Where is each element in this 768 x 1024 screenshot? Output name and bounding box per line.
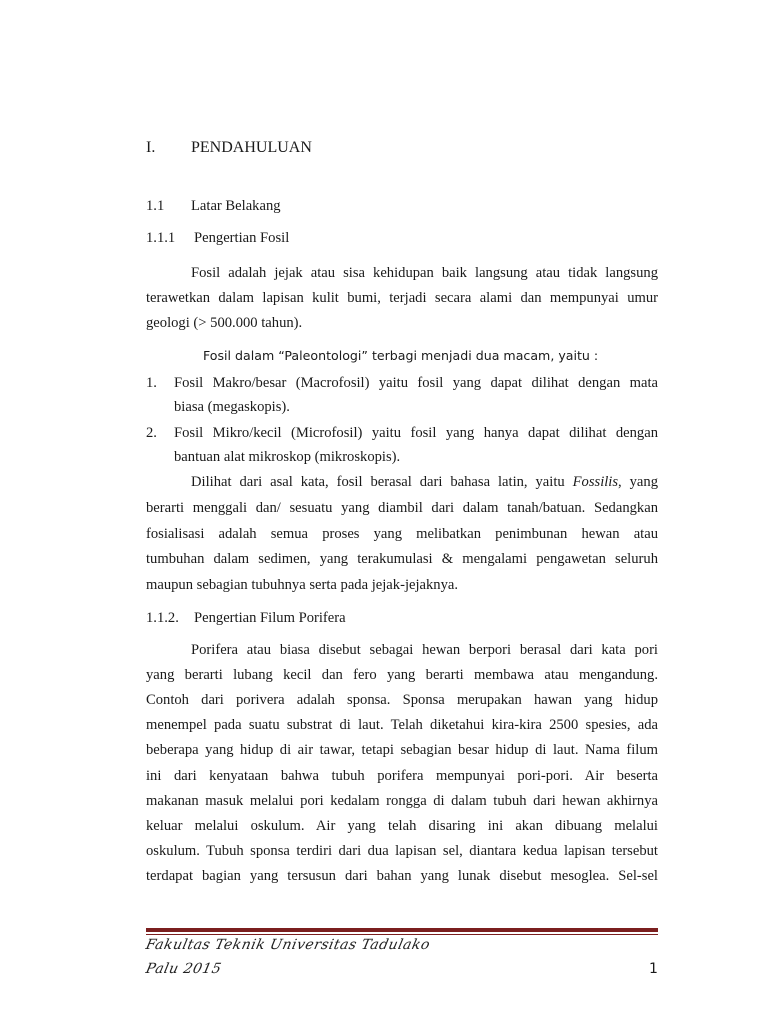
paragraph-line: berarti menggali dan/ sesuatu yang diambil dari dalam tanah/batuan. Sedangkan bbox=[146, 500, 658, 516]
paragraph-line: makanan masuk melalui pori kedalam rongga di dalam tubuh dari hewan akhirnya bbox=[146, 793, 658, 809]
paragraph-line: fosialisasi adalah semua proses yang melibatkan penimbunan hewan atau bbox=[146, 526, 658, 542]
chapter-title: PENDAHULUAN bbox=[191, 139, 312, 156]
subsection-number: 1.1.2. bbox=[146, 610, 179, 626]
subsection-title: Pengertian Fosil bbox=[194, 230, 290, 246]
section-title: Latar Belakang bbox=[191, 198, 281, 214]
footer-faculty: Fakultas Teknik Universitas Tadulako bbox=[144, 937, 432, 953]
paragraph-line: Contoh dari porivera adalah sponsa. Sponsa merupakan hawan yang hidup bbox=[146, 692, 658, 708]
paragraph-line: beberapa yang hidup di air tawar, tetapi sebagian besar hidup di laut. Nama filum bbox=[146, 742, 658, 758]
text-span: Dilihat dari asal kata, fosil berasal dari bahasa latin, yaitu bbox=[191, 474, 573, 490]
paragraph-line: maupun sebagian tubuhnya serta pada jejak-jejaknya. bbox=[146, 577, 459, 593]
paragraph-line: keluar melalui oskulum. Air yang telah disaring ini akan dibuang melalui bbox=[146, 818, 658, 834]
list-number: 2. bbox=[146, 425, 157, 441]
section-number: 1.1 bbox=[146, 198, 165, 214]
list-item: Fosil Mikro/kecil (Microfosil) yaitu fosil yang hanya dapat dilihat dengan bbox=[174, 425, 658, 441]
paragraph-line: geologi (> 500.000 tahun). bbox=[146, 315, 303, 331]
paragraph-line bbox=[191, 473, 658, 491]
paragraph-line: ini dari kenyataan bahwa tubuh porifera mempunyai pori-pori. Air beserta bbox=[146, 768, 658, 784]
list-number: 1. bbox=[146, 375, 157, 391]
chapter-number: I. bbox=[146, 139, 156, 156]
paragraph-line: Fosil adalah jejak atau sisa kehidupan baik langsung atau tidak langsung bbox=[191, 265, 658, 281]
italic-term: Fossilis bbox=[572, 474, 619, 490]
paragraph-line: menempel pada suatu substrat di laut. Telah diketahui kira-kira 2500 spesies, ada bbox=[146, 717, 658, 733]
paragraph-line: Porifera atau biasa disebut sebagai hewan berpori berasal dari kata pori bbox=[191, 642, 658, 658]
fossil-types-intro: Fosil dalam “Paleontologi” terbagi menjadi dua macam, yaitu : bbox=[203, 348, 599, 363]
list-item: biasa (megaskopis). bbox=[174, 399, 290, 415]
paragraph-line: tumbuhan dalam sedimen, yang terakumulasi & mengalami pengawetan seluruh bbox=[146, 551, 658, 567]
paragraph-line: oskulum. Tubuh sponsa terdiri dari dua lapisan sel, diantara kedua lapisan tersebut bbox=[146, 843, 658, 859]
page-number: 1 bbox=[649, 961, 658, 977]
footer-city-year: Palu 2015 bbox=[144, 961, 223, 977]
footer-rule bbox=[146, 928, 658, 932]
paragraph-line: terawetkan dalam lapisan kulit bumi, terjadi secara alami dan mempunyai umur bbox=[146, 290, 658, 306]
text-span: , yang bbox=[618, 474, 658, 490]
paragraph-line: yang berarti lubang kecil dan fero yang berarti membawa atau mengandung. bbox=[146, 667, 658, 683]
paragraph-line: terdapat bagian yang tersusun dari bahan yang lunak disebut mesoglea. Sel-sel bbox=[146, 868, 658, 884]
list-item: bantuan alat mikroskop (mikroskopis). bbox=[174, 449, 401, 465]
subsection-number: 1.1.1 bbox=[146, 230, 176, 246]
list-item: Fosil Makro/besar (Macrofosil) yaitu fosil yang dapat dilihat dengan mata bbox=[174, 375, 658, 391]
subsection-title: Pengertian Filum Porifera bbox=[194, 610, 346, 626]
footer-rule-thin bbox=[146, 934, 658, 935]
